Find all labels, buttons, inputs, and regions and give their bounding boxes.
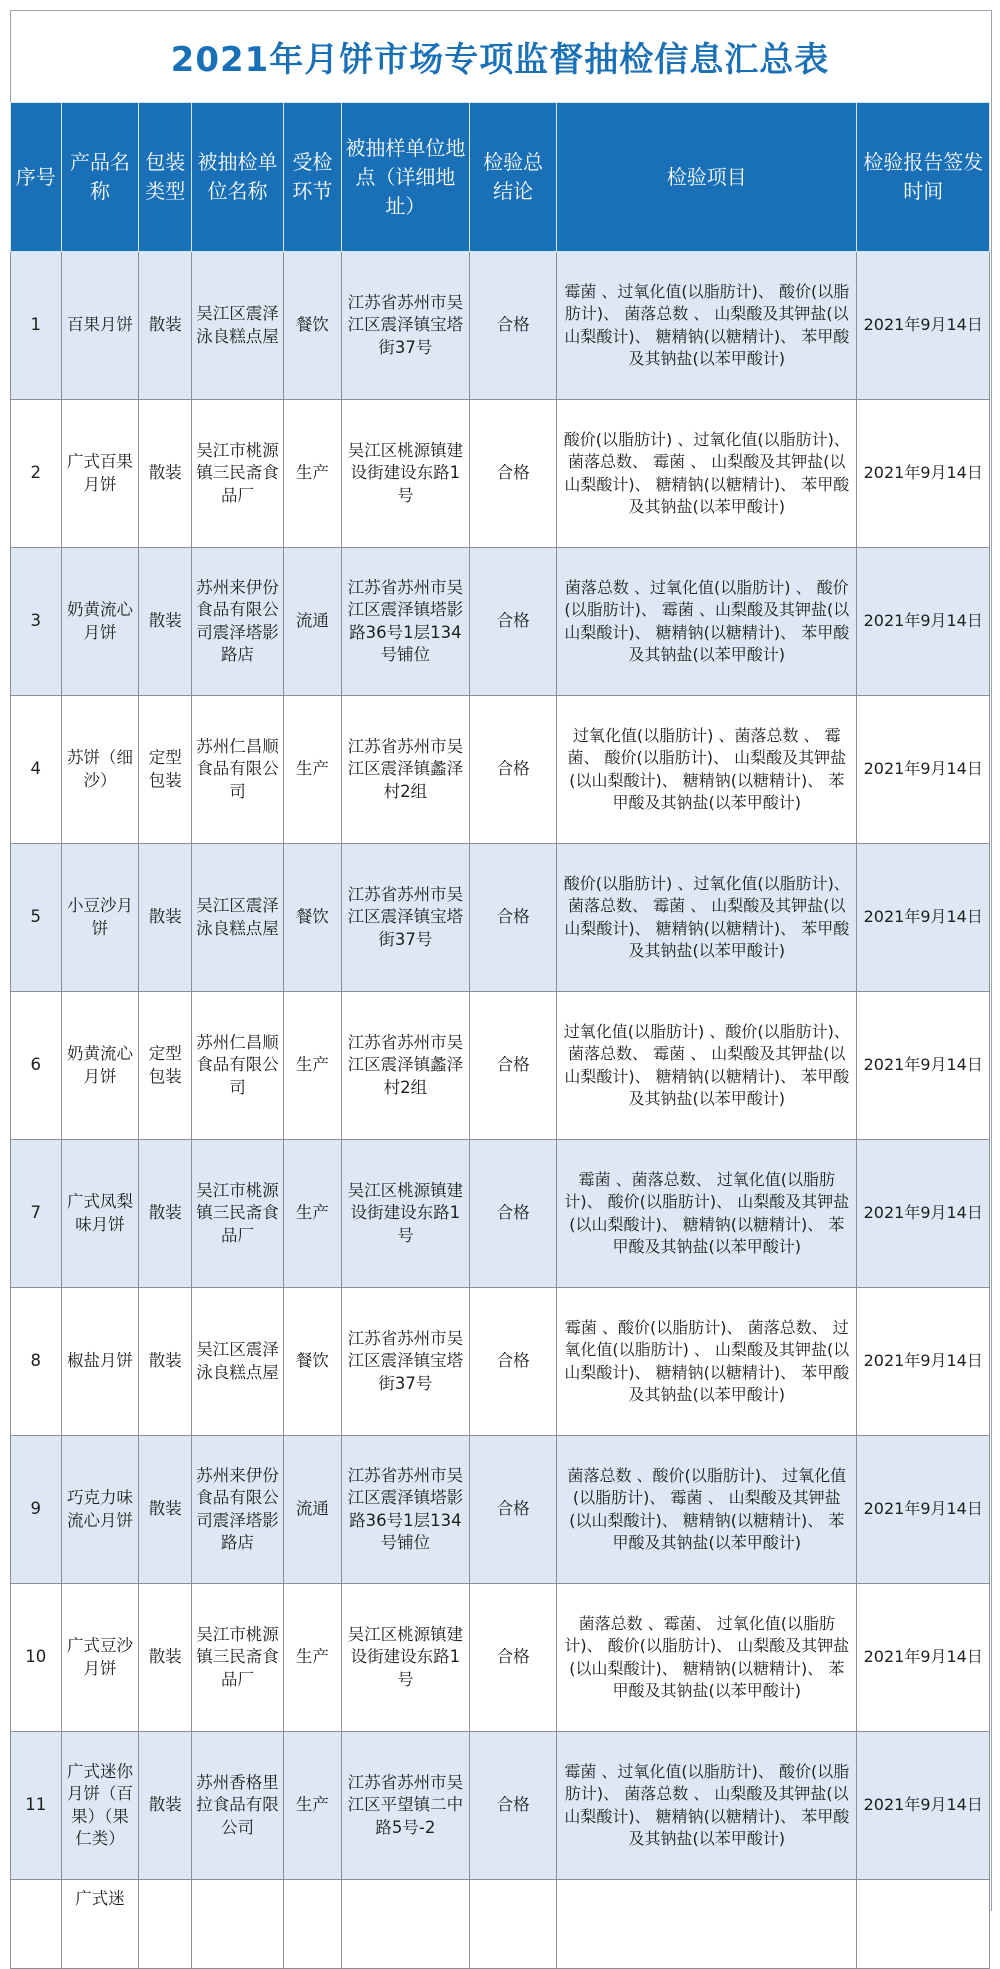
table-row — [11, 844, 990, 992]
cell-address: 吴江区桃源镇建设街建设东路1号 — [341, 400, 469, 548]
cell-date: 2021年9月14日 — [857, 844, 990, 992]
cell-items: 菌落总数 、酸价(以脂肪计)、 过氧化值(以脂肪计)、 霉菌 、 山梨酸及其钾盐(以山梨酸计)、 糖精钠(以糖精计)、 苯甲酸及其钠盐(以苯甲酸计) — [557, 1436, 857, 1584]
cell-unit: 苏州来伊份食品有限公司震泽塔影路店 — [192, 1436, 284, 1584]
cell-stage: 餐饮 — [284, 1288, 342, 1436]
table-row — [11, 1584, 990, 1732]
cell-package: 散装 — [139, 1584, 192, 1732]
header-index: 序号 — [11, 103, 62, 252]
cell-conclusion: 合格 — [470, 1732, 557, 1880]
cell-conclusion: 合格 — [470, 1288, 557, 1436]
cell-stage: 流通 — [284, 548, 342, 696]
cell-unit: 苏州仁昌顺食品有限公司 — [192, 992, 284, 1140]
cell-items: 过氧化值(以脂肪计) 、酸价(以脂肪计)、 菌落总数、 霉菌 、 山梨酸及其钾盐(以山梨酸计)、 糖精钠(以糖精计)、 苯甲酸及其钠盐(以苯甲酸计) — [557, 992, 857, 1140]
cell-items: 霉菌 、过氧化值(以脂肪计)、 酸价(以脂肪计)、 菌落总数 、 山梨酸及其钾盐(以山梨酸计)、 糖精钠(以糖精计)、 苯甲酸及其钠盐(以苯甲酸计) — [557, 252, 857, 400]
cell-items: 霉菌 、过氧化值(以脂肪计)、 酸价(以脂肪计)、 菌落总数 、 山梨酸及其钾盐(以山梨酸计)、 糖精钠(以糖精计)、 苯甲酸及其钠盐(以苯甲酸计) — [557, 1732, 857, 1880]
cell-package — [139, 1880, 192, 1969]
cell-date: 2021年9月14日 — [857, 1288, 990, 1436]
cell-package: 定型包装 — [139, 992, 192, 1140]
cell-address: 江苏省苏州市吴江区震泽镇宝塔街37号 — [341, 1288, 469, 1436]
cell-items: 菌落总数 、过氧化值(以脂肪计) 、 酸价(以脂肪计)、 霉菌 、山梨酸及其钾盐(以山梨酸计)、 糖精钠(以糖精计)、 苯甲酸及其钠盐(以苯甲酸计) — [557, 548, 857, 696]
cell-date: 2021年9月14日 — [857, 252, 990, 400]
cell-address: 江苏省苏州市吴江区震泽镇蠡泽村2组 — [341, 992, 469, 1140]
cell-address: 江苏省苏州市吴江区震泽镇宝塔街37号 — [341, 844, 469, 992]
cell-stage: 生产 — [284, 1140, 342, 1288]
table-row — [11, 696, 990, 844]
cell-conclusion — [470, 1880, 557, 1969]
table-row-partial — [11, 1880, 990, 1969]
cell-stage: 生产 — [284, 400, 342, 548]
table-row — [11, 252, 990, 400]
table-row — [11, 1732, 990, 1880]
cell-product: 奶黄流心月饼 — [61, 548, 139, 696]
cell-index — [11, 1880, 62, 1969]
cell-items — [557, 1880, 857, 1969]
cell-address — [341, 1880, 469, 1969]
cell-unit: 吴江市桃源镇三民斋食品厂 — [192, 400, 284, 548]
cell-conclusion: 合格 — [470, 252, 557, 400]
cell-unit: 吴江市桃源镇三民斋食品厂 — [192, 1140, 284, 1288]
cell-date: 2021年9月14日 — [857, 1436, 990, 1584]
cell-product: 巧克力味流心月饼 — [61, 1436, 139, 1584]
cell-product: 苏饼（细沙） — [61, 696, 139, 844]
cell-package: 定型包装 — [139, 696, 192, 844]
cell-conclusion: 合格 — [470, 1436, 557, 1584]
cell-date: 2021年9月14日 — [857, 1584, 990, 1732]
table-row — [11, 1288, 990, 1436]
cell-unit: 苏州来伊份食品有限公司震泽塔影路店 — [192, 548, 284, 696]
cell-address: 江苏省苏州市吴江区震泽镇宝塔街37号 — [341, 252, 469, 400]
cell-date: 2021年9月14日 — [857, 400, 990, 548]
cell-conclusion: 合格 — [470, 548, 557, 696]
cell-package: 散装 — [139, 1288, 192, 1436]
cell-unit: 吴江区震泽泳良糕点屋 — [192, 252, 284, 400]
cell-conclusion: 合格 — [470, 696, 557, 844]
cell-items: 霉菌 、菌落总数、 过氧化值(以脂肪计)、 酸价(以脂肪计)、 山梨酸及其钾盐(以山梨酸计)、 糖精钠(以糖精计)、 苯甲酸及其钠盐(以苯甲酸计) — [557, 1140, 857, 1288]
cell-address: 吴江区桃源镇建设街建设东路1号 — [341, 1140, 469, 1288]
cell-unit — [192, 1880, 284, 1969]
page-title: 2021年月饼市场专项监督抽检信息汇总表 — [170, 39, 830, 80]
table-row — [11, 548, 990, 696]
cell-index: 11 — [11, 1732, 62, 1880]
cell-package: 散装 — [139, 844, 192, 992]
cell-package: 散装 — [139, 252, 192, 400]
cell-items: 酸价(以脂肪计) 、过氧化值(以脂肪计)、 菌落总数、 霉菌 、 山梨酸及其钾盐(以山梨酸计)、 糖精钠(以糖精计)、 苯甲酸及其钠盐(以苯甲酸计) — [557, 844, 857, 992]
cell-address: 江苏省苏州市吴江区震泽镇塔影路36号1层134号铺位 — [341, 548, 469, 696]
header-items: 检验项目 — [557, 103, 857, 252]
cell-date: 2021年9月14日 — [857, 548, 990, 696]
cell-product: 奶黄流心月饼 — [61, 992, 139, 1140]
cell-stage: 流通 — [284, 1436, 342, 1584]
cell-stage: 生产 — [284, 1584, 342, 1732]
cell-stage: 生产 — [284, 1732, 342, 1880]
table-row — [11, 992, 990, 1140]
cell-index: 5 — [11, 844, 62, 992]
header-package: 包装类型 — [139, 103, 192, 252]
header-date: 检验报告签发时间 — [857, 103, 990, 252]
cell-index: 3 — [11, 548, 62, 696]
cell-package: 散装 — [139, 1732, 192, 1880]
cell-date: 2021年9月14日 — [857, 1732, 990, 1880]
cell-date: 2021年9月14日 — [857, 1140, 990, 1288]
cell-items: 霉菌 、酸价(以脂肪计)、 菌落总数、 过氧化值(以脂肪计) 、 山梨酸及其钾盐(以山梨酸计)、 糖精钠(以糖精计)、 苯甲酸及其钠盐(以苯甲酸计) — [557, 1288, 857, 1436]
cell-stage — [284, 1880, 342, 1969]
header-product: 产品名称 — [61, 103, 139, 252]
cell-date — [857, 1880, 990, 1969]
cell-stage: 生产 — [284, 992, 342, 1140]
header-stage: 受检环节 — [284, 103, 342, 252]
cell-unit: 苏州仁昌顺食品有限公司 — [192, 696, 284, 844]
cell-index: 6 — [11, 992, 62, 1140]
cell-product: 广式百果月饼 — [61, 400, 139, 548]
cell-conclusion: 合格 — [470, 1584, 557, 1732]
cell-index: 7 — [11, 1140, 62, 1288]
cell-stage: 餐饮 — [284, 252, 342, 400]
cell-items: 过氧化值(以脂肪计) 、菌落总数 、 霉菌、 酸价(以脂肪计)、 山梨酸及其钾盐(以山梨酸计)、 糖精钠(以糖精计)、 苯甲酸及其钠盐(以苯甲酸计) — [557, 696, 857, 844]
cell-address: 江苏省苏州市吴江区震泽镇塔影路36号1层134号铺位 — [341, 1436, 469, 1584]
header-address: 被抽样单位地点（详细地址） — [341, 103, 469, 252]
header-unit: 被抽检单位名称 — [192, 103, 284, 252]
cell-index: 9 — [11, 1436, 62, 1584]
cell-unit: 苏州香格里拉食品有限公司 — [192, 1732, 284, 1880]
cell-unit: 吴江市桃源镇三民斋食品厂 — [192, 1584, 284, 1732]
cell-date: 2021年9月14日 — [857, 696, 990, 844]
cell-index: 8 — [11, 1288, 62, 1436]
table-row — [11, 1436, 990, 1584]
cell-package: 散装 — [139, 1140, 192, 1288]
cell-address: 江苏省苏州市吴江区平望镇二中路5号-2 — [341, 1732, 469, 1880]
cell-product: 小豆沙月饼 — [61, 844, 139, 992]
table-row — [11, 400, 990, 548]
cell-product: 广式凤梨味月饼 — [61, 1140, 139, 1288]
cell-index: 4 — [11, 696, 62, 844]
cell-package: 散装 — [139, 548, 192, 696]
cell-product: 椒盐月饼 — [61, 1288, 139, 1436]
table-header-row — [11, 103, 990, 252]
cell-stage: 餐饮 — [284, 844, 342, 992]
cell-stage: 生产 — [284, 696, 342, 844]
cell-conclusion: 合格 — [470, 1140, 557, 1288]
inspection-table — [10, 102, 990, 1969]
cell-index: 2 — [11, 400, 62, 548]
cell-product: 百果月饼 — [61, 252, 139, 400]
table-row — [11, 1140, 990, 1288]
cell-product: 广式迷你月饼（百果）（果仁类） — [61, 1732, 139, 1880]
cell-conclusion: 合格 — [470, 400, 557, 548]
cell-items: 酸价(以脂肪计) 、过氧化值(以脂肪计)、 菌落总数、 霉菌 、 山梨酸及其钾盐(以山梨酸计)、 糖精钠(以糖精计)、 苯甲酸及其钠盐(以苯甲酸计) — [557, 400, 857, 548]
cell-package: 散装 — [139, 400, 192, 548]
cell-address: 江苏省苏州市吴江区震泽镇蠡泽村2组 — [341, 696, 469, 844]
header-conclusion: 检验总结论 — [470, 103, 557, 252]
cell-index: 10 — [11, 1584, 62, 1732]
cell-conclusion: 合格 — [470, 992, 557, 1140]
cell-product: 广式豆沙月饼 — [61, 1584, 139, 1732]
cell-date: 2021年9月14日 — [857, 992, 990, 1140]
cell-product: 广式迷 — [61, 1880, 139, 1969]
cell-address: 吴江区桃源镇建设街建设东路1号 — [341, 1584, 469, 1732]
cell-items: 菌落总数 、霉菌、 过氧化值(以脂肪计)、 酸价(以脂肪计)、 山梨酸及其钾盐(以山梨酸计)、 糖精钠(以糖精计)、 苯甲酸及其钠盐(以苯甲酸计) — [557, 1584, 857, 1732]
cell-conclusion: 合格 — [470, 844, 557, 992]
cell-package: 散装 — [139, 1436, 192, 1584]
cell-unit: 吴江区震泽泳良糕点屋 — [192, 844, 284, 992]
cell-unit: 吴江区震泽泳良糕点屋 — [192, 1288, 284, 1436]
cell-index: 1 — [11, 252, 62, 400]
